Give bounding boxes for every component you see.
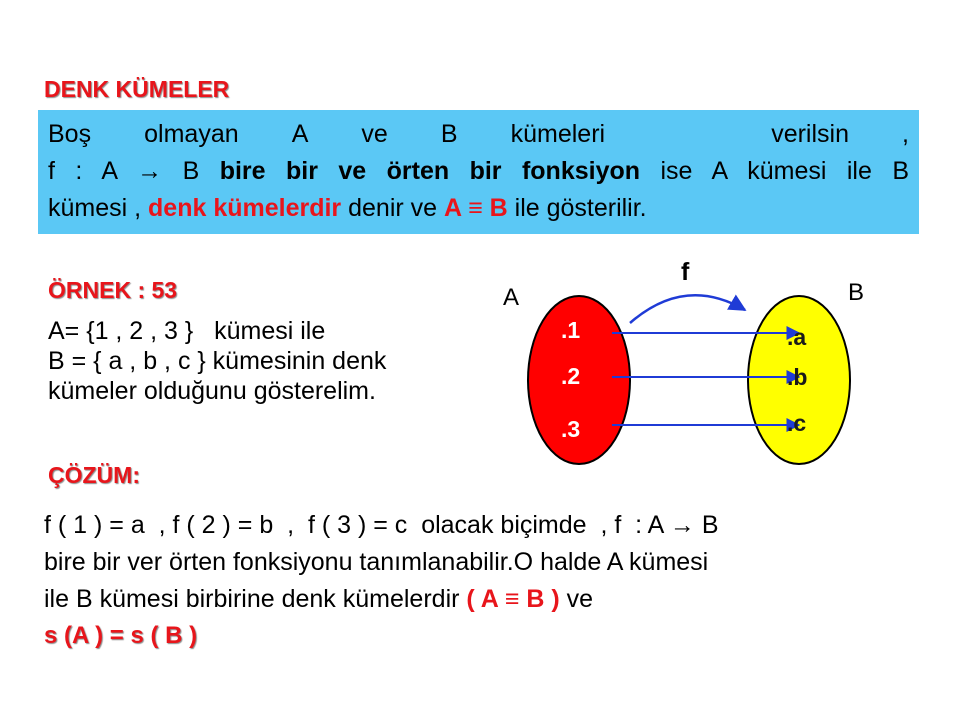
a-element-1: .1 (561, 317, 581, 343)
definition-line-1 (48, 116, 909, 153)
function-label: f (681, 258, 690, 286)
solution-line-1: f ( 1 ) = a , f ( 2 ) = b , f ( 3 ) = c olacak biçimde , f : A → B (44, 511, 719, 539)
definition-word: , (902, 120, 909, 148)
definition-word: kümeleri (510, 120, 606, 148)
example-line-2: B = { a , b , c } kümesinin denk (48, 347, 387, 375)
definition-box (38, 110, 919, 234)
solution-line-2: bire bir ver örten fonksiyonu tanımlanabilir.O halde A kümesi (44, 548, 709, 576)
b-element-c: .c (787, 410, 807, 436)
definition-word: verilsin (771, 120, 849, 148)
example-text (48, 316, 386, 406)
definition-word: Boş (48, 120, 92, 148)
definition-bold-term: bire bir ve örten bir fonksiyon (219, 157, 641, 185)
definition-line-2-suffix: ise A kümesi ile B (640, 157, 909, 185)
definition-line-3-mid: denir ve (341, 194, 445, 222)
mapping-diagram (495, 255, 885, 470)
solution-notation: ( A ≡ B ) (466, 585, 560, 613)
set-b-label: B (848, 279, 865, 306)
definition-line-3 (48, 190, 909, 227)
b-element-b: .b (787, 364, 808, 390)
set-a-label: A (503, 284, 520, 311)
cardinality-equality: s (A ) = s ( B ) (44, 622, 198, 649)
definition-line-3-suffix: ile gösterilir. (507, 194, 647, 222)
a-element-2: .2 (561, 363, 581, 389)
definition-word: ve (361, 120, 388, 148)
definition-key-term: denk kümelerdir (148, 194, 342, 222)
definition-word: A (291, 120, 309, 148)
definition-word: B (440, 120, 458, 148)
definition-word: olmayan (144, 120, 239, 148)
solution-line-3-prefix: ile B kümesi birbirine denk kümelerdir (44, 585, 467, 613)
definition-line-3-prefix: kümesi , (48, 194, 149, 222)
definition-line-2-prefix: f : A → B (48, 157, 220, 185)
example-line-3: kümeler olduğunu gösterelim. (48, 377, 376, 405)
solution-line-3-suffix: ve (559, 585, 594, 613)
solution-text (44, 507, 908, 618)
function-arrow (630, 295, 745, 323)
definition-text (48, 116, 909, 227)
definition-notation: A ≡ B (444, 194, 508, 222)
solution-heading: ÇÖZÜM: (48, 462, 140, 488)
definition-line-2 (48, 153, 909, 190)
solution-line-3 (44, 581, 908, 618)
example-line-1: A= {1 , 2 , 3 } kümesi ile (48, 317, 326, 345)
page-title: DENK KÜMELER (44, 76, 230, 102)
b-element-a: .a (787, 324, 807, 350)
example-heading: ÖRNEK : 53 (48, 277, 178, 303)
a-element-3: .3 (561, 416, 581, 442)
